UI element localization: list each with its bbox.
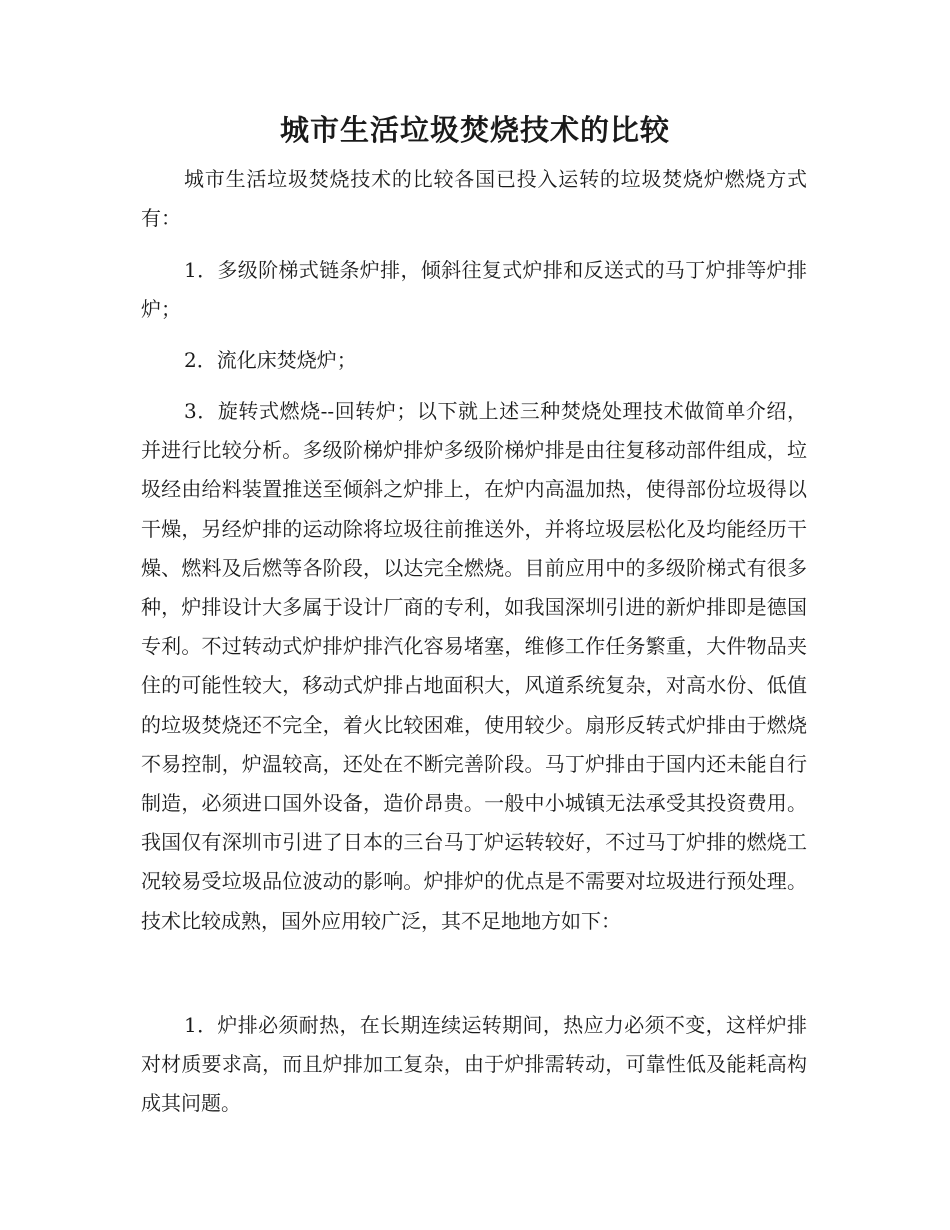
list-item-paragraph: 1．多级阶梯式链条炉排，倾斜往复式炉排和反送式的马丁炉排等炉排炉； [141, 258, 807, 322]
list-item-paragraph: 1．炉排必须耐热，在长期连续运转期间，热应力必须不变，这样炉排对材质要求高，而且炉排加工复杂，由于炉排需转动，可靠性低及能耗高构成其问题。 [141, 1013, 807, 1116]
list-item-paragraph: 2．流化床焚烧炉； [184, 348, 357, 372]
intro-paragraph: 城市生活垃圾焚烧技术的比较各国已投入运转的垃圾焚烧炉燃烧方式有： [141, 167, 807, 231]
document-title: 城市生活垃圾焚烧技术的比较 [279, 113, 670, 147]
body-paragraph: 3．旋转式燃烧--回转炉；以下就上述三种焚烧处理技术做简单介绍，并进行比较分析。多级阶梯炉排炉多级阶梯炉排是由往复移动部件组成，垃圾经由给料装置推送至倾斜之炉排上，在炉内高温加热，使得部份垃圾得以干燥，另经炉排的运动除将垃圾往前推送外，并将垃圾层松化及均能经历干燥、燃料及后燃等各阶段，以达完全燃烧。目前应用中的多级阶梯式有很多种，炉排设计大多属于设计厂商的专利，如我国深圳引进的新炉排即是德国专利。不过转动式炉排炉排汽化容易堵塞，维修工作任务繁重，大件物品夹住的可能性较大，移动式炉排占地面积大，风道系统复杂，对高水份、低值的垃圾焚烧还不完全，着火比较困难，使用较少。扇形反转式炉排由于燃烧不易控制，炉温较高，还处在不断完善阶段。马丁炉排由于国内还未能自行制造，必须进口国外设备，造价昂贵。一般中小城镇无法承受其投资费用。我国仅有深圳市引进了日本的三台马丁炉运转较好，不过马丁炉排的燃烧工况较易受垃圾品位波动的影响。炉排炉的优点是不需要对垃圾进行预处理。技术比较成熟，国外应用较广泛，其不足地地方如下： [141, 399, 807, 933]
